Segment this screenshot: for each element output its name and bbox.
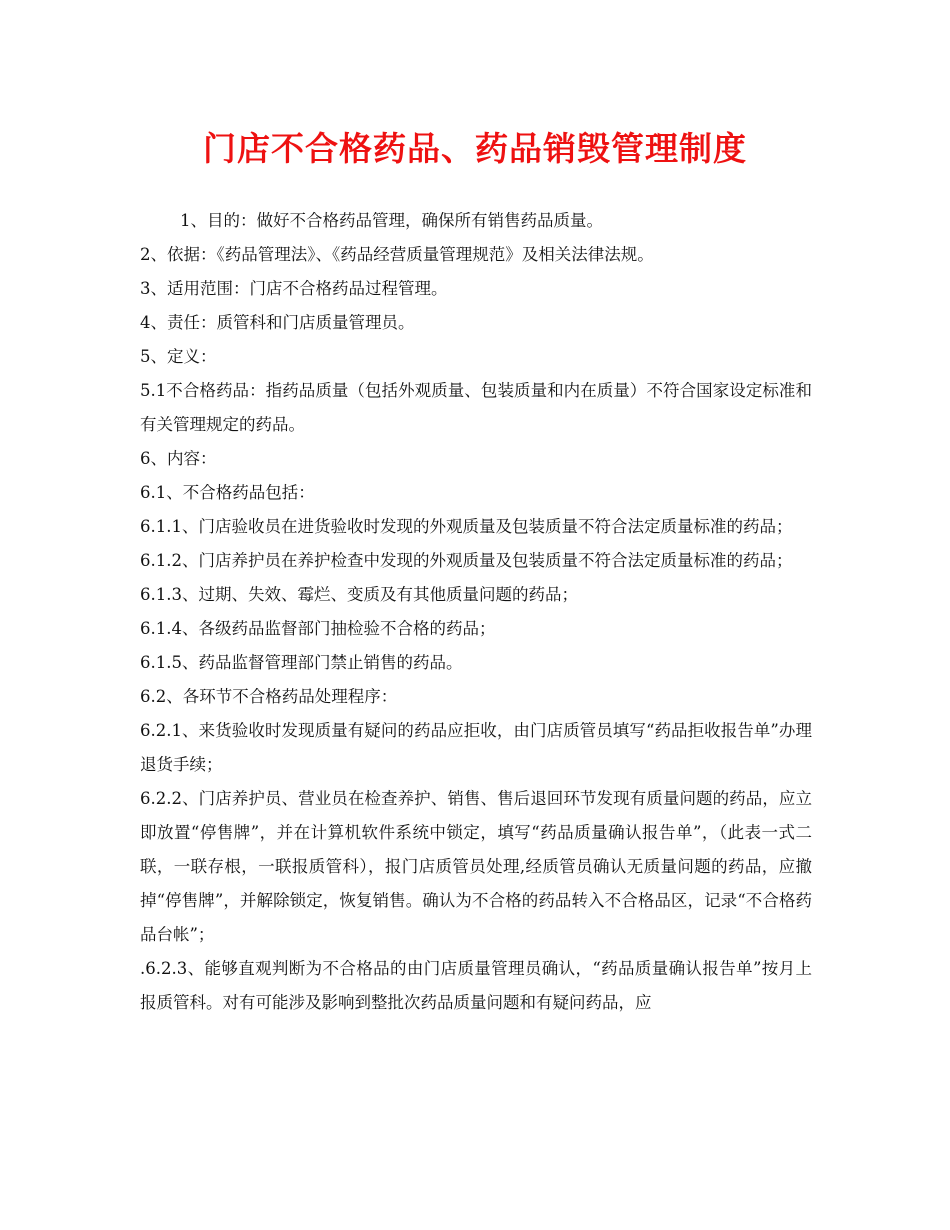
paragraph-basis: 2、依据：《药品管理法》、《药品经营质量管理规范》及相关法律法规。 xyxy=(140,245,654,264)
paragraph-content-heading: 6、内容： xyxy=(140,449,217,468)
document-title: 门店不合格药品、药品销毁管理制度 xyxy=(203,129,747,168)
paragraph-purpose: 1、目的：做好不合格药品管理，确保所有销售药品质量。 xyxy=(180,211,603,230)
paragraph-responsibility: 4、责任：质管科和门店质量管理员。 xyxy=(140,313,415,332)
paragraph-definition-5-1: 5.1不合格药品：指药品质量（包括外观质量、包装质量和内在质量）不符合国家设定标准和有关管理规定的药品。 xyxy=(140,381,812,434)
paragraph-6-1-3: 6.1.3、过期、失效、霉烂、变质及有其他质量问题的药品； xyxy=(140,585,578,604)
paragraph-6-1-4: 6.1.4、各级药品监督部门抽检验不合格的药品； xyxy=(140,619,496,638)
paragraph-6-1-1: 6.1.1、门店验收员在进货验收时发现的外观质量及包装质量不符合法定质量标准的药品； xyxy=(140,517,793,536)
paragraph-6-1: 6.1、不合格药品包括： xyxy=(140,483,315,502)
paragraph-6-1-5: 6.1.5、药品监督管理部门禁止销售的药品。 xyxy=(140,653,463,672)
paragraph-definition-heading: 5、定义： xyxy=(140,347,217,366)
paragraph-6-2: 6.2、各环节不合格药品处理程序： xyxy=(140,687,398,706)
paragraph-6-2-3: .6.2.3、能够直观判断为不合格品的由门店质量管理员确认，“药品质量确认报告单”按月上报质管科。对有可能涉及影响到整批次药品质量问题和有疑问药品，应 xyxy=(140,959,812,1012)
paragraph-6-2-1: 6.2.1、来货验收时发现质量有疑问的药品应拒收，由门店质管员填写“药品拒收报告单”办理退货手续； xyxy=(140,721,812,774)
paragraph-6-2-2: 6.2.2、门店养护员、营业员在检查养护、销售、售后退回环节发现有质量问题的药品，应立即放置“停售牌”，并在计算机软件系统中锁定，填写“药品质量确认报告单”，（此表一式二联，一联存根，一联报质管科），报门店质管员处理,经质管员确认无质量问题的药品，应撤掉“停售牌”，并解除锁定，恢复销售。确认为不合格的药品转入不合格品区，记录“不合格药品台帐”； xyxy=(140,789,812,944)
document-body xyxy=(140,204,812,1020)
paragraph-scope: 3、适用范围：门店不合格药品过程管理。 xyxy=(140,279,448,298)
paragraph-6-1-2: 6.1.2、门店养护员在养护检查中发现的外观质量及包装质量不符合法定质量标准的药品； xyxy=(140,551,793,570)
